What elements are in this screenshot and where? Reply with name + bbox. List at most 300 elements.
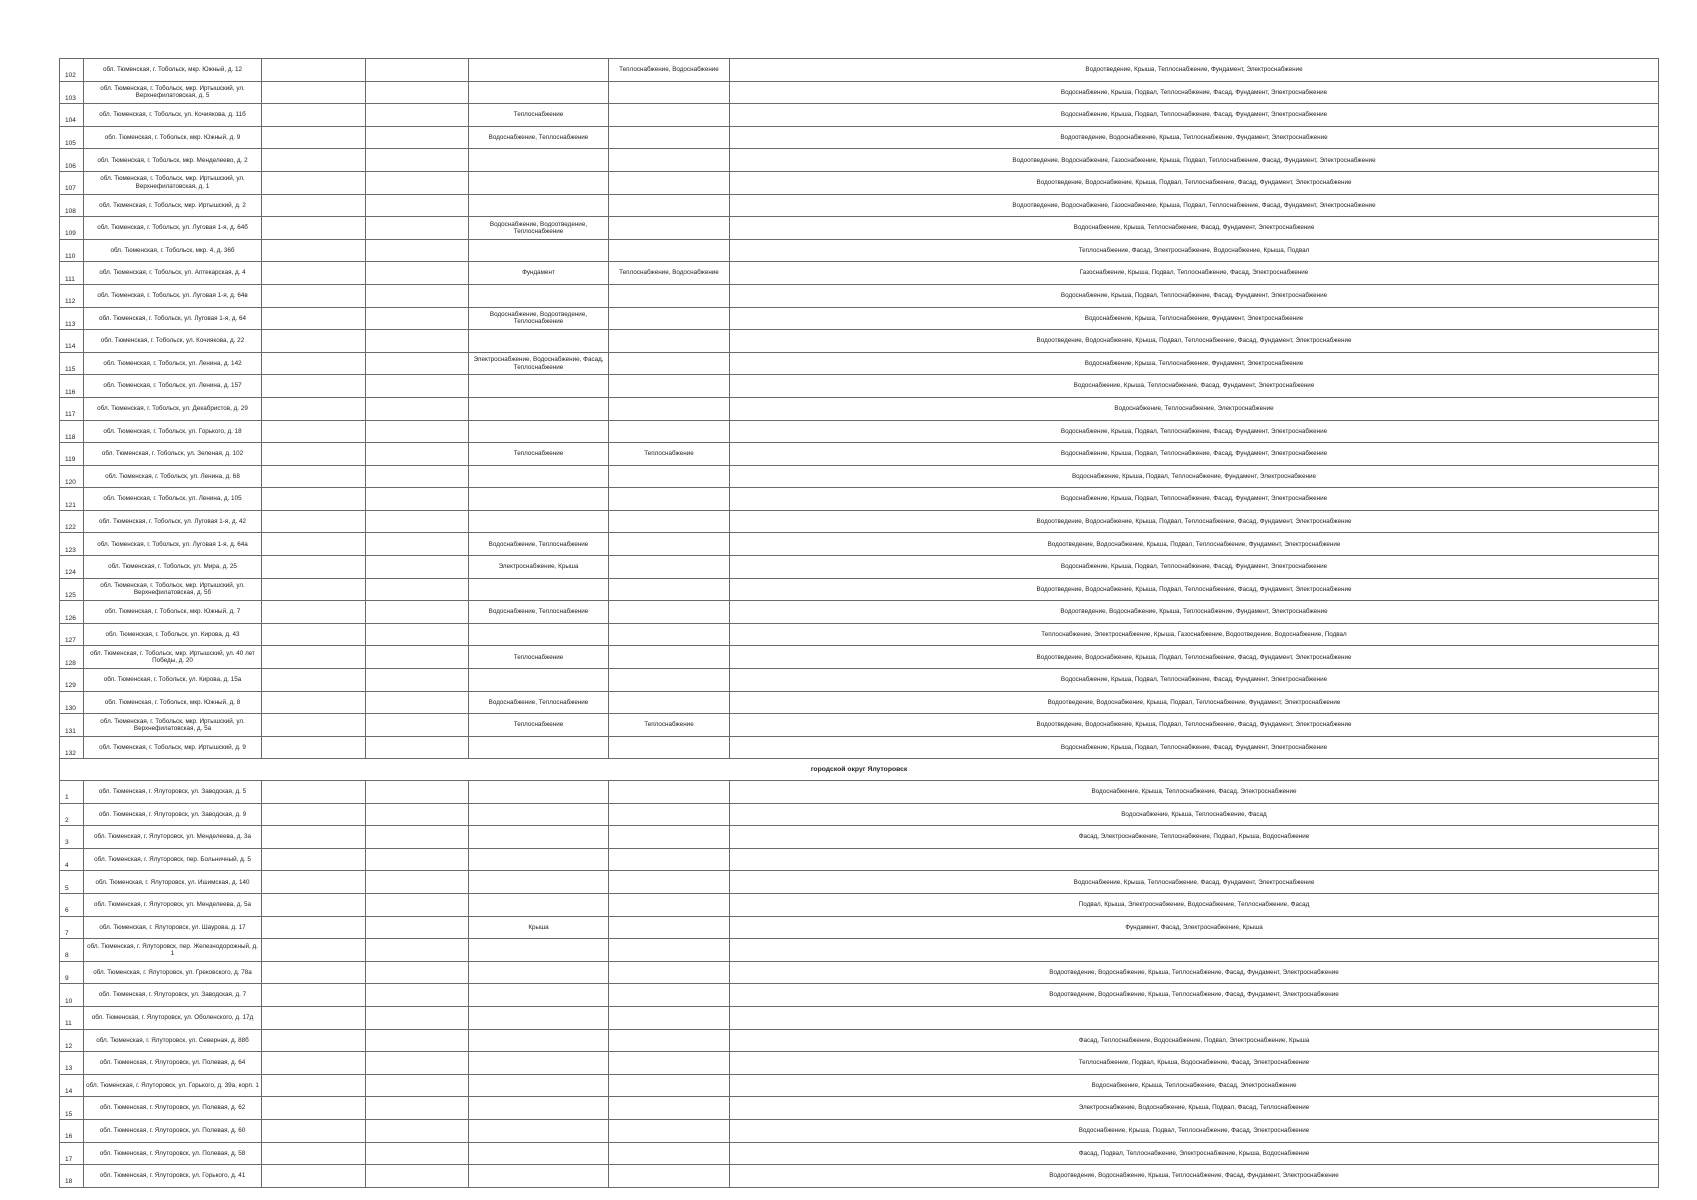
works-list-cell: Водоснабжение, Теплоснабжение, Электроснабжение: [730, 397, 1659, 420]
work-cell-4: [609, 330, 730, 353]
row-number: 119: [60, 443, 84, 466]
address-cell: обл. Тюменская, г. Ялуторовск, ул. Менделеева, д. 5а: [84, 893, 262, 916]
work-cell-1: [262, 465, 366, 488]
work-cell-1: [262, 217, 366, 240]
work-cell-4: [609, 623, 730, 646]
row-number: 130: [60, 691, 84, 714]
work-cell-2: [366, 488, 469, 511]
work-cell-3: Крыша: [469, 916, 609, 939]
works-list-cell: Водоснабжение, Крыша, Подвал, Теплоснабжение, Фасад, Фундамент, Электроснабжение: [730, 284, 1659, 307]
address-cell: обл. Тюменская, г. Ялуторовск, ул. Заводская, д. 9: [84, 803, 262, 826]
work-cell-1: [262, 149, 366, 172]
work-cell-2: [366, 59, 469, 82]
work-cell-2: [366, 848, 469, 871]
table-row: [60, 465, 1659, 488]
work-cell-4: [609, 961, 730, 984]
works-list-cell: Водоснабжение, Крыша, Подвал, Теплоснабжение, Фасад, Фундамент, Электроснабжение: [730, 669, 1659, 692]
table-row: [60, 1119, 1659, 1142]
works-list-cell: Водоснабжение, Крыша, Теплоснабжение, Фундамент, Электроснабжение: [730, 307, 1659, 330]
work-cell-1: [262, 533, 366, 556]
work-cell-2: [366, 81, 469, 104]
section-title: городской округ Ялуторовск: [60, 759, 1659, 781]
table-row: [60, 126, 1659, 149]
table-row: [60, 736, 1659, 759]
table-row: [60, 781, 1659, 804]
table-row: [60, 488, 1659, 511]
address-cell: обл. Тюменская, г. Тобольск, мкр. 4, д. 36б: [84, 239, 262, 262]
address-cell: обл. Тюменская, г. Тобольск, ул. Аптекарская, д. 4: [84, 262, 262, 285]
work-cell-3: Водоснабжение, Теплоснабжение: [469, 691, 609, 714]
work-cell-3: [469, 1165, 609, 1188]
works-list-cell: Водоотведение, Водоснабжение, Крыша, Подвал, Теплоснабжение, Фасад, Фундамент, Электроснабжение: [730, 171, 1659, 194]
works-list-cell: Водоотведение, Водоснабжение, Крыша, Подвал, Теплоснабжение, Фундамент, Электроснабжение: [730, 533, 1659, 556]
row-number: 112: [60, 284, 84, 307]
work-cell-1: [262, 669, 366, 692]
work-cell-3: [469, 893, 609, 916]
work-cell-3: Фундамент: [469, 262, 609, 285]
work-cell-1: [262, 826, 366, 849]
table-row: [60, 848, 1659, 871]
work-cell-4: Теплоснабжение, Водоснабжение: [609, 59, 730, 82]
work-cell-1: [262, 171, 366, 194]
row-number: 7: [60, 916, 84, 939]
work-cell-4: [609, 533, 730, 556]
works-list-cell: Водоотведение, Крыша, Теплоснабжение, Фундамент, Электроснабжение: [730, 59, 1659, 82]
address-cell: обл. Тюменская, г. Ялуторовск, ул. Ишимская, д. 140: [84, 871, 262, 894]
work-cell-2: [366, 556, 469, 579]
table-row: [60, 307, 1659, 330]
address-cell: обл. Тюменская, г. Тобольск, мкр. Иртышский, ул. Верхнефилатовская, д. 1: [84, 171, 262, 194]
row-number: 3: [60, 826, 84, 849]
works-list-cell: Фундамент, Фасад, Электроснабжение, Крыша: [730, 916, 1659, 939]
work-cell-1: [262, 330, 366, 353]
works-list-cell: Водоснабжение, Крыша, Подвал, Теплоснабжение, Фундамент, Электроснабжение: [730, 465, 1659, 488]
address-cell: обл. Тюменская, г. Тобольск, мкр. Южный, д. 8: [84, 691, 262, 714]
address-cell: обл. Тюменская, г. Тобольск, ул. Кирова, д. 43: [84, 623, 262, 646]
works-list-cell: Водоснабжение, Крыша, Подвал, Теплоснабжение, Фасад, Фундамент, Электроснабжение: [730, 104, 1659, 127]
address-cell: обл. Тюменская, г. Тобольск, мкр. Иртышский, ул. Верхнефилатовская, д. 5а: [84, 714, 262, 737]
work-cell-4: [609, 984, 730, 1007]
work-cell-3: [469, 194, 609, 217]
works-list-cell: Водоснабжение, Крыша, Теплоснабжение, Фасад, Электроснабжение: [730, 781, 1659, 804]
works-list-cell: Водоснабжение, Крыша, Подвал, Теплоснабжение, Фасад, Фундамент, Электроснабжение: [730, 736, 1659, 759]
work-cell-3: [469, 510, 609, 533]
work-cell-4: [609, 736, 730, 759]
work-cell-3: [469, 284, 609, 307]
works-list-cell: Теплоснабжение, Подвал, Крыша, Водоснабжение, Фасад, Электроснабжение: [730, 1052, 1659, 1075]
work-cell-3: [469, 1052, 609, 1075]
work-cell-1: [262, 352, 366, 375]
work-cell-4: [609, 646, 730, 669]
work-cell-1: [262, 194, 366, 217]
address-cell: обл. Тюменская, г. Тобольск, ул. Ленина, д. 68: [84, 465, 262, 488]
works-list-cell: Водоснабжение, Крыша, Подвал, Теплоснабжение, Фасад, Фундамент, Электроснабжение: [730, 556, 1659, 579]
work-cell-3: Водоснабжение, Теплоснабжение: [469, 601, 609, 624]
row-number: 131: [60, 714, 84, 737]
row-number: 106: [60, 149, 84, 172]
row-number: 13: [60, 1052, 84, 1075]
work-cell-3: [469, 1119, 609, 1142]
work-cell-3: Водоснабжение, Водоотведение, Теплоснабжение: [469, 217, 609, 240]
work-cell-2: [366, 803, 469, 826]
work-cell-1: [262, 443, 366, 466]
work-cell-4: [609, 126, 730, 149]
work-cell-2: [366, 397, 469, 420]
work-cell-2: [366, 510, 469, 533]
table-row: [60, 691, 1659, 714]
row-number: 10: [60, 984, 84, 1007]
work-cell-1: [262, 375, 366, 398]
work-cell-3: [469, 488, 609, 511]
row-number: 120: [60, 465, 84, 488]
work-cell-3: [469, 1006, 609, 1029]
works-list-cell: Водоотведение, Водоснабжение, Крыша, Подвал, Теплоснабжение, Фасад, Фундамент, Электроснабжение: [730, 578, 1659, 601]
work-cell-4: [609, 1052, 730, 1075]
work-cell-2: [366, 669, 469, 692]
work-cell-2: [366, 1052, 469, 1075]
works-list-cell: Подвал, Крыша, Электроснабжение, Водоснабжение, Теплоснабжение, Фасад: [730, 893, 1659, 916]
work-cell-2: [366, 149, 469, 172]
works-list-cell: Водоотведение, Водоснабжение, Газоснабжение, Крыша, Подвал, Теплоснабжение, Фасад, Фундамент, Электроснабжение: [730, 194, 1659, 217]
work-cell-1: [262, 916, 366, 939]
table-row: [60, 149, 1659, 172]
work-cell-2: [366, 104, 469, 127]
works-list-cell: [730, 939, 1659, 962]
work-cell-1: [262, 488, 366, 511]
works-list-cell: Водоснабжение, Крыша, Теплоснабжение, Фундамент, Электроснабжение: [730, 352, 1659, 375]
work-cell-2: [366, 1142, 469, 1165]
work-cell-3: [469, 465, 609, 488]
work-cell-1: [262, 871, 366, 894]
row-number: 118: [60, 420, 84, 443]
works-list-cell: Теплоснабжение, Фасад, Электроснабжение, Водоснабжение, Крыша, Подвал: [730, 239, 1659, 262]
work-cell-2: [366, 1097, 469, 1120]
row-number: 4: [60, 848, 84, 871]
work-cell-4: [609, 397, 730, 420]
work-cell-4: [609, 691, 730, 714]
works-list-cell: Водоотведение, Водоснабжение, Крыша, Подвал, Теплоснабжение, Фасад, Фундамент, Электроснабжение: [730, 330, 1659, 353]
works-list-cell: Водоотведение, Водоснабжение, Крыша, Теплоснабжение, Фасад, Фундамент, Электроснабжение: [730, 1165, 1659, 1188]
works-list-cell: Водоснабжение, Крыша, Подвал, Теплоснабжение, Фасад, Фундамент, Электроснабжение: [730, 443, 1659, 466]
address-cell: обл. Тюменская, г. Ялуторовск, ул. Шаурова, д. 17: [84, 916, 262, 939]
work-cell-1: [262, 848, 366, 871]
row-number: 123: [60, 533, 84, 556]
address-cell: обл. Тюменская, г. Тобольск, ул. Луговая 1-я, д. 64б: [84, 217, 262, 240]
address-cell: обл. Тюменская, г. Ялуторовск, ул. Полевая, д. 60: [84, 1119, 262, 1142]
work-cell-4: [609, 669, 730, 692]
work-cell-1: [262, 1029, 366, 1052]
row-number: 121: [60, 488, 84, 511]
works-list-cell: Водоотведение, Водоснабжение, Газоснабжение, Крыша, Подвал, Теплоснабжение, Фасад, Фундамент, Электроснабжение: [730, 149, 1659, 172]
work-cell-3: [469, 1142, 609, 1165]
work-cell-1: [262, 239, 366, 262]
work-cell-1: [262, 623, 366, 646]
work-cell-1: [262, 736, 366, 759]
work-cell-3: [469, 1097, 609, 1120]
work-cell-1: [262, 714, 366, 737]
works-list-cell: Фасад, Подвал, Теплоснабжение, Электроснабжение, Крыша, Водоснабжение: [730, 1142, 1659, 1165]
works-list-cell: Водоснабжение, Крыша, Подвал, Теплоснабжение, Фасад, Фундамент, Электроснабжение: [730, 488, 1659, 511]
table-row: [60, 1165, 1659, 1188]
works-list-cell: Водоснабжение, Крыша, Теплоснабжение, Фасад, Фундамент, Электроснабжение: [730, 217, 1659, 240]
row-number: 110: [60, 239, 84, 262]
work-cell-2: [366, 171, 469, 194]
works-list-cell: Водоотведение, Водоснабжение, Крыша, Теплоснабжение, Фасад, Фундамент, Электроснабжение: [730, 961, 1659, 984]
work-cell-2: [366, 420, 469, 443]
work-cell-1: [262, 104, 366, 127]
work-cell-4: Теплоснабжение: [609, 714, 730, 737]
works-list-cell: Водоснабжение, Крыша, Теплоснабжение, Фасад, Фундамент, Электроснабжение: [730, 375, 1659, 398]
address-cell: обл. Тюменская, г. Тобольск, ул. Ленина, д. 142: [84, 352, 262, 375]
work-cell-2: [366, 646, 469, 669]
work-cell-4: [609, 81, 730, 104]
work-cell-4: [609, 916, 730, 939]
work-cell-3: [469, 939, 609, 962]
work-cell-2: [366, 352, 469, 375]
table-row: [60, 826, 1659, 849]
address-cell: обл. Тюменская, г. Ялуторовск, ул. Северная, д. 88б: [84, 1029, 262, 1052]
table-row: [60, 1142, 1659, 1165]
address-cell: обл. Тюменская, г. Ялуторовск, ул. Заводская, д. 7: [84, 984, 262, 1007]
work-cell-2: [366, 217, 469, 240]
row-number: 113: [60, 307, 84, 330]
work-cell-3: [469, 171, 609, 194]
work-cell-3: Водоснабжение, Теплоснабжение: [469, 533, 609, 556]
address-cell: обл. Тюменская, г. Ялуторовск, ул. Заводская, д. 5: [84, 781, 262, 804]
work-cell-1: [262, 420, 366, 443]
work-cell-1: [262, 284, 366, 307]
works-list-cell: Фасад, Электроснабжение, Теплоснабжение, Подвал, Крыша, Водоснабжение: [730, 826, 1659, 849]
table-row: [60, 961, 1659, 984]
table-row: [60, 352, 1659, 375]
address-cell: обл. Тюменская, г. Тобольск, мкр. Менделеево, д. 2: [84, 149, 262, 172]
address-cell: обл. Тюменская, г. Тобольск, ул. Кочиякова, д. 22: [84, 330, 262, 353]
address-cell: обл. Тюменская, г. Тобольск, ул. Луговая 1-я, д. 64в: [84, 284, 262, 307]
address-cell: обл. Тюменская, г. Ялуторовск, ул. Менделеева, д. 3а: [84, 826, 262, 849]
work-cell-1: [262, 646, 366, 669]
work-cell-1: [262, 601, 366, 624]
table-row: [60, 669, 1659, 692]
work-cell-4: [609, 939, 730, 962]
address-cell: обл. Тюменская, г. Тобольск, ул. Зеленая, д. 102: [84, 443, 262, 466]
work-cell-3: Теплоснабжение: [469, 104, 609, 127]
works-list-cell: Водоснабжение, Крыша, Подвал, Теплоснабжение, Фасад, Фундамент, Электроснабжение: [730, 81, 1659, 104]
work-cell-3: [469, 736, 609, 759]
work-cell-2: [366, 1165, 469, 1188]
address-cell: обл. Тюменская, г. Ялуторовск, ул. Оболенского, д. 17д: [84, 1006, 262, 1029]
address-cell: обл. Тюменская, г. Ялуторовск, пер. Железнодорожный, д. 1: [84, 939, 262, 962]
row-number: 104: [60, 104, 84, 127]
work-cell-3: [469, 375, 609, 398]
table-row: [60, 1052, 1659, 1075]
table-row: [60, 171, 1659, 194]
table-row: [60, 510, 1659, 533]
row-number: 5: [60, 871, 84, 894]
work-cell-2: [366, 984, 469, 1007]
table-row: [60, 375, 1659, 398]
work-cell-4: [609, 1119, 730, 1142]
work-cell-2: [366, 691, 469, 714]
works-list-cell: Водоотведение, Водоснабжение, Крыша, Подвал, Теплоснабжение, Фасад, Фундамент, Электроснабжение: [730, 714, 1659, 737]
table-row: [60, 262, 1659, 285]
work-cell-3: Водоснабжение, Теплоснабжение: [469, 126, 609, 149]
work-cell-4: [609, 465, 730, 488]
address-cell: обл. Тюменская, г. Тобольск, мкр. Южный, д. 12: [84, 59, 262, 82]
work-cell-1: [262, 939, 366, 962]
work-cell-3: [469, 803, 609, 826]
work-cell-2: [366, 1029, 469, 1052]
table-row: [60, 397, 1659, 420]
table-row: [60, 871, 1659, 894]
work-cell-2: [366, 1119, 469, 1142]
work-cell-2: [366, 1074, 469, 1097]
work-cell-2: [366, 714, 469, 737]
row-number: 9: [60, 961, 84, 984]
table-row: [60, 443, 1659, 466]
work-cell-2: [366, 533, 469, 556]
work-cell-3: [469, 781, 609, 804]
work-cell-2: [366, 239, 469, 262]
work-cell-2: [366, 916, 469, 939]
work-cell-4: [609, 375, 730, 398]
work-cell-4: [609, 1165, 730, 1188]
work-cell-3: [469, 81, 609, 104]
work-cell-3: [469, 239, 609, 262]
work-cell-3: [469, 669, 609, 692]
work-cell-2: [366, 126, 469, 149]
work-cell-4: [609, 556, 730, 579]
work-cell-4: [609, 781, 730, 804]
address-cell: обл. Тюменская, г. Ялуторовск, ул. Горького, д. 41: [84, 1165, 262, 1188]
row-number: 15: [60, 1097, 84, 1120]
works-list-cell: Газоснабжение, Крыша, Подвал, Теплоснабжение, Фасад, Электроснабжение: [730, 262, 1659, 285]
address-cell: обл. Тюменская, г. Тобольск, ул. Луговая 1-я, д. 64: [84, 307, 262, 330]
row-number: 127: [60, 623, 84, 646]
work-cell-3: Теплоснабжение: [469, 443, 609, 466]
work-cell-4: [609, 893, 730, 916]
work-cell-2: [366, 330, 469, 353]
table-row: [60, 714, 1659, 737]
address-cell: обл. Тюменская, г. Тобольск, ул. Луговая 1-я, д. 42: [84, 510, 262, 533]
work-cell-4: [609, 578, 730, 601]
address-cell: обл. Тюменская, г. Ялуторовск, ул. Грековского, д. 78а: [84, 961, 262, 984]
row-number: 126: [60, 601, 84, 624]
row-number: 1: [60, 781, 84, 804]
work-cell-4: [609, 601, 730, 624]
works-list-cell: [730, 1006, 1659, 1029]
work-cell-4: [609, 171, 730, 194]
work-cell-2: [366, 578, 469, 601]
work-cell-2: [366, 939, 469, 962]
works-list-cell: Водоотведение, Водоснабжение, Крыша, Теплоснабжение, Фундамент, Электроснабжение: [730, 601, 1659, 624]
table-row: [60, 601, 1659, 624]
work-cell-2: [366, 826, 469, 849]
works-list-cell: Водоснабжение, Крыша, Теплоснабжение, Фасад, Фундамент, Электроснабжение: [730, 871, 1659, 894]
address-cell: обл. Тюменская, г. Тобольск, мкр. Иртышский, д. 9: [84, 736, 262, 759]
work-cell-3: Теплоснабжение: [469, 714, 609, 737]
row-number: 102: [60, 59, 84, 82]
works-list-cell: Водоотведение, Водоснабжение, Крыша, Подвал, Теплоснабжение, Фундамент, Электроснабжение: [730, 691, 1659, 714]
address-cell: обл. Тюменская, г. Тобольск, ул. Декабристов, д. 29: [84, 397, 262, 420]
work-cell-2: [366, 601, 469, 624]
work-cell-1: [262, 1165, 366, 1188]
address-cell: обл. Тюменская, г. Тобольск, мкр. Южный, д. 9: [84, 126, 262, 149]
work-cell-1: [262, 307, 366, 330]
address-cell: обл. Тюменская, г. Ялуторовск, ул. Полевая, д. 58: [84, 1142, 262, 1165]
work-cell-4: [609, 1029, 730, 1052]
work-cell-4: [609, 1097, 730, 1120]
work-cell-4: Теплоснабжение: [609, 443, 730, 466]
table-row: [60, 556, 1659, 579]
row-number: 107: [60, 171, 84, 194]
work-cell-1: [262, 81, 366, 104]
row-number: 114: [60, 330, 84, 353]
work-cell-4: [609, 149, 730, 172]
table-row: [60, 939, 1659, 962]
work-cell-2: [366, 465, 469, 488]
work-cell-4: [609, 352, 730, 375]
work-cell-3: [469, 149, 609, 172]
work-cell-2: [366, 871, 469, 894]
address-cell: обл. Тюменская, г. Ялуторовск, пер. Больничный, д. 5: [84, 848, 262, 871]
row-number: 14: [60, 1074, 84, 1097]
row-number: 117: [60, 397, 84, 420]
table-body: [60, 59, 1659, 1188]
work-cell-4: [609, 1142, 730, 1165]
row-number: 111: [60, 262, 84, 285]
address-cell: обл. Тюменская, г. Тобольск, ул. Ленина, д. 157: [84, 375, 262, 398]
work-cell-2: [366, 375, 469, 398]
works-list-cell: Теплоснабжение, Электроснабжение, Крыша, Газоснабжение, Водоотведение, Водоснабжение, Подвал: [730, 623, 1659, 646]
address-cell: обл. Тюменская, г. Тобольск, ул. Горького, д. 18: [84, 420, 262, 443]
work-cell-4: [609, 104, 730, 127]
table-row: [60, 578, 1659, 601]
address-cell: обл. Тюменская, г. Ялуторовск, ул. Полевая, д. 62: [84, 1097, 262, 1120]
works-list-cell: Водоотведение, Водоснабжение, Крыша, Подвал, Теплоснабжение, Фасад, Фундамент, Электроснабжение: [730, 646, 1659, 669]
work-cell-3: [469, 1074, 609, 1097]
work-cell-4: [609, 1006, 730, 1029]
row-number: 108: [60, 194, 84, 217]
row-number: 124: [60, 556, 84, 579]
work-cell-3: [469, 871, 609, 894]
row-number: 116: [60, 375, 84, 398]
table-row: [60, 1029, 1659, 1052]
work-cell-3: [469, 59, 609, 82]
address-cell: обл. Тюменская, г. Тобольск, мкр. Иртышский, ул. Верхнефилатовская, д. 5: [84, 81, 262, 104]
address-cell: обл. Тюменская, г. Тобольск, мкр. Иртышский, д. 2: [84, 194, 262, 217]
work-cell-3: [469, 984, 609, 1007]
work-cell-4: [609, 871, 730, 894]
work-cell-2: [366, 623, 469, 646]
work-cell-1: [262, 984, 366, 1007]
work-cell-4: [609, 848, 730, 871]
work-cell-3: Водоснабжение, Водоотведение, Теплоснабжение: [469, 307, 609, 330]
table-row: [60, 533, 1659, 556]
work-cell-2: [366, 736, 469, 759]
work-cell-3: [469, 826, 609, 849]
work-cell-1: [262, 578, 366, 601]
works-list-cell: Водоснабжение, Крыша, Подвал, Теплоснабжение, Фасад, Фундамент, Электроснабжение: [730, 420, 1659, 443]
address-cell: обл. Тюменская, г. Тобольск, мкр. Иртышский, ул. 40 лет Победы, д. 20: [84, 646, 262, 669]
row-number: 8: [60, 939, 84, 962]
address-cell: обл. Тюменская, г. Ялуторовск, ул. Горького, д. 39а, корп. 1: [84, 1074, 262, 1097]
work-cell-3: [469, 961, 609, 984]
address-cell: обл. Тюменская, г. Ялуторовск, ул. Полевая, д. 64: [84, 1052, 262, 1075]
work-cell-4: [609, 239, 730, 262]
address-cell: обл. Тюменская, г. Тобольск, ул. Мира, д. 25: [84, 556, 262, 579]
work-cell-2: [366, 781, 469, 804]
work-cell-1: [262, 262, 366, 285]
